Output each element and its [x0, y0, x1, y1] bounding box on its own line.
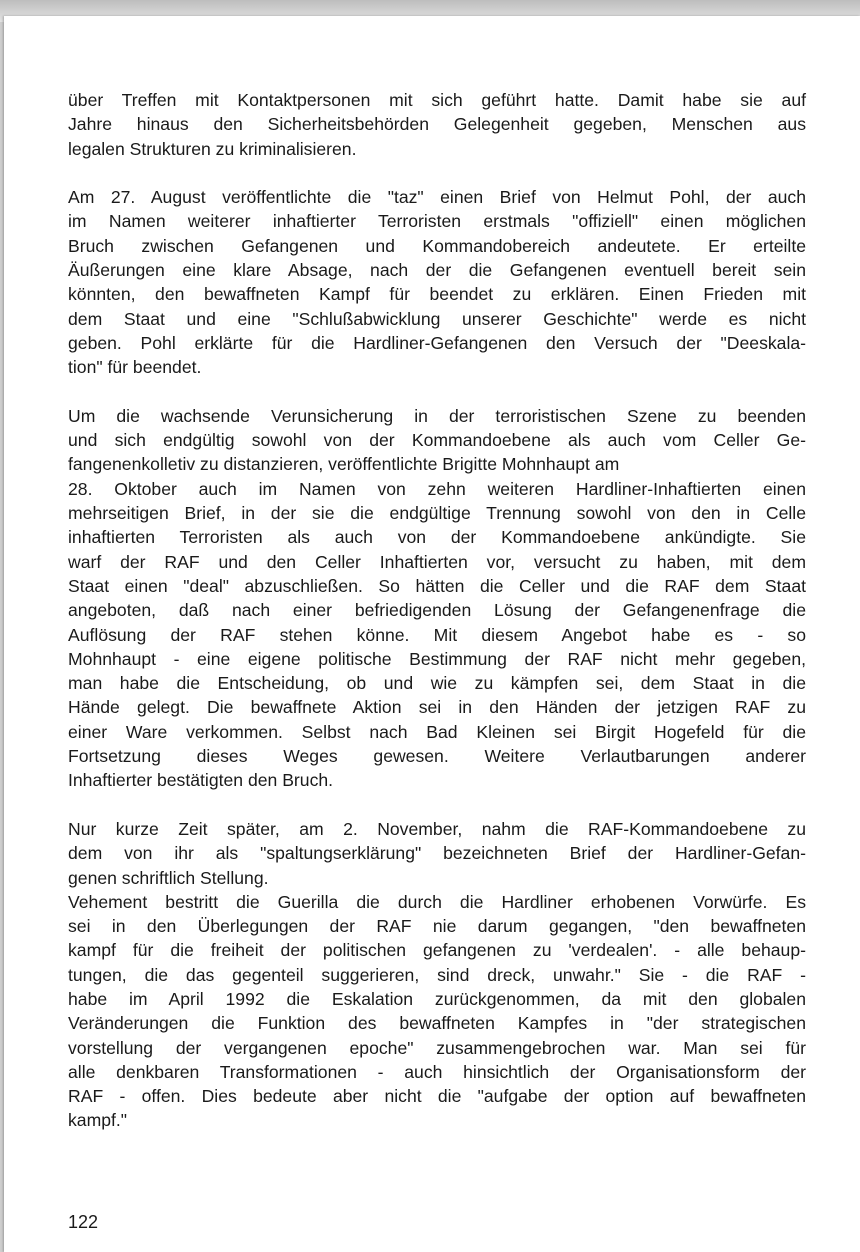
paragraph-4 [68, 817, 806, 890]
text-line: Um die wachsende Verunsicherung in der terroristischen Szene zu beenden [68, 405, 806, 426]
text-line: Am 27. August veröffentlichte die "taz" einen Brief von Helmut Pohl, der auch [68, 187, 806, 208]
text-line: geben. Pohl erklärte für die Hardliner-Gefangenen den Versuch der "Deeskala- [68, 332, 806, 353]
text-line: legalen Strukturen zu kriminalisieren. [68, 138, 357, 159]
text-line: Staat einen "deal" abzuschließen. So hätten die Celler und die RAF dem Staat [68, 575, 806, 596]
text-line: dem Staat und eine "Schlußabwicklung unserer Geschichte" werde es nicht [68, 308, 806, 329]
text-line: und sich endgültig sowohl von der Kommandoebene als auch vom Celler Ge- [68, 430, 806, 451]
text-line: alle denkbaren Transformationen - auch hinsichtlich der Organisationsform der [68, 1061, 806, 1082]
text-line: tion" für beendet. [68, 357, 202, 378]
text-line: habe im April 1992 die Eskalation zurückgenommen, da mit den globalen [68, 988, 806, 1009]
text-line: Jahre hinaus den Sicherheitsbehörden Gelegenheit gegeben, Menschen aus [68, 114, 806, 135]
text-line: Auflösung der RAF stehen könne. Mit diesem Angebot habe es - so [68, 624, 806, 645]
paragraph-2 [68, 185, 806, 379]
paragraph-1 [68, 88, 806, 161]
text-line: man habe die Entscheidung, ob und wie zu kämpfen sei, dem Staat in die [68, 673, 806, 694]
text-line: inhaftierten Terroristen als auch von der Kommandoebene ankündigte. Sie [68, 527, 806, 548]
text-line: dem von ihr als "spaltungserklärung" bezeichneten Brief der Hardliner-Gefan- [68, 843, 806, 864]
text-line: 28. Oktober auch im Namen von zehn weiteren Hardliner-Inhaftierten einen [68, 478, 806, 499]
text-line: kampf." [68, 1110, 128, 1131]
text-line: warf der RAF und den Celler Inhaftierten vor, versucht zu haben, mit dem [68, 551, 806, 572]
text-line: über Treffen mit Kontaktpersonen mit sich geführt hatte. Damit habe sie auf [68, 90, 806, 110]
text-line: RAF - offen. Dies bedeute aber nicht die "aufgabe der option auf bewaffneten [68, 1086, 806, 1107]
text-line: im Namen weiterer inhaftierter Terroristen erstmals "offiziell" einen möglichen [68, 211, 806, 232]
text-line: Bruch zwischen Gefangenen und Kommandobereich andeutete. Er erteilte [68, 235, 806, 256]
text-line: Fortsetzung dieses Weges gewesen. Weitere Verlautbarungen anderer [68, 746, 806, 767]
text-line: angeboten, daß nach einer befriedigenden Lösung der Gefangenenfrage die [68, 600, 806, 621]
text-line: könnten, den bewaffneten Kampf für beendet zu erklären. Einen Frieden mit [68, 284, 806, 305]
text-line: Hände gelegt. Die bewaffnete Aktion sei in den Händen der jetzigen RAF zu [68, 697, 806, 718]
page-number: 122 [68, 1212, 99, 1232]
text-line: mehrseitigen Brief, in der sie die endgültige Trennung sowohl von den in Celle [68, 503, 806, 524]
text-line: Veränderungen die Funktion des bewaffneten Kampfes in "der strategischen [68, 1013, 806, 1034]
text-line: Äußerungen eine klare Absage, nach der die Gefangenen eventuell bereit sein [68, 260, 806, 281]
text-line: tungen, die das gegenteil suggerieren, sind dreck, unwahr." Sie - die RAF - [68, 964, 806, 985]
text-line: Vehement bestritt die Guerilla die durch die Hardliner erhobenen Vorwürfe. Es [68, 891, 806, 912]
paragraph-3 [68, 404, 806, 793]
text-line: genen schriftlich Stellung. [68, 867, 269, 888]
text-line: kampf für die freiheit der politischen gefangenen zu 'verdealen'. - alle behaup- [68, 940, 806, 961]
text-line: einer Ware verkommen. Selbst nach Bad Kleinen sei Birgit Hogefeld für die [68, 721, 806, 742]
text-line: fangenenkolletiv zu distanzieren, veröffentlichte Brigitte Mohnhaupt am [68, 454, 620, 475]
body-text [68, 88, 806, 1157]
text-line: sei in den Überlegungen der RAF nie darum gegangen, "den bewaffneten [68, 916, 806, 937]
text-line: Nur kurze Zeit später, am 2. November, nahm die RAF-Kommandoebene zu [68, 818, 806, 839]
text-line: Inhaftierter bestätigten den Bruch. [68, 770, 334, 791]
text-line: vorstellung der vergangenen epoche" zusammengebrochen war. Man sei für [68, 1037, 806, 1058]
document-page [4, 16, 860, 1252]
paragraph-5 [68, 890, 806, 1133]
text-line: Mohnhaupt - eine eigene politische Bestimmung der RAF nicht mehr gegeben, [68, 648, 806, 669]
